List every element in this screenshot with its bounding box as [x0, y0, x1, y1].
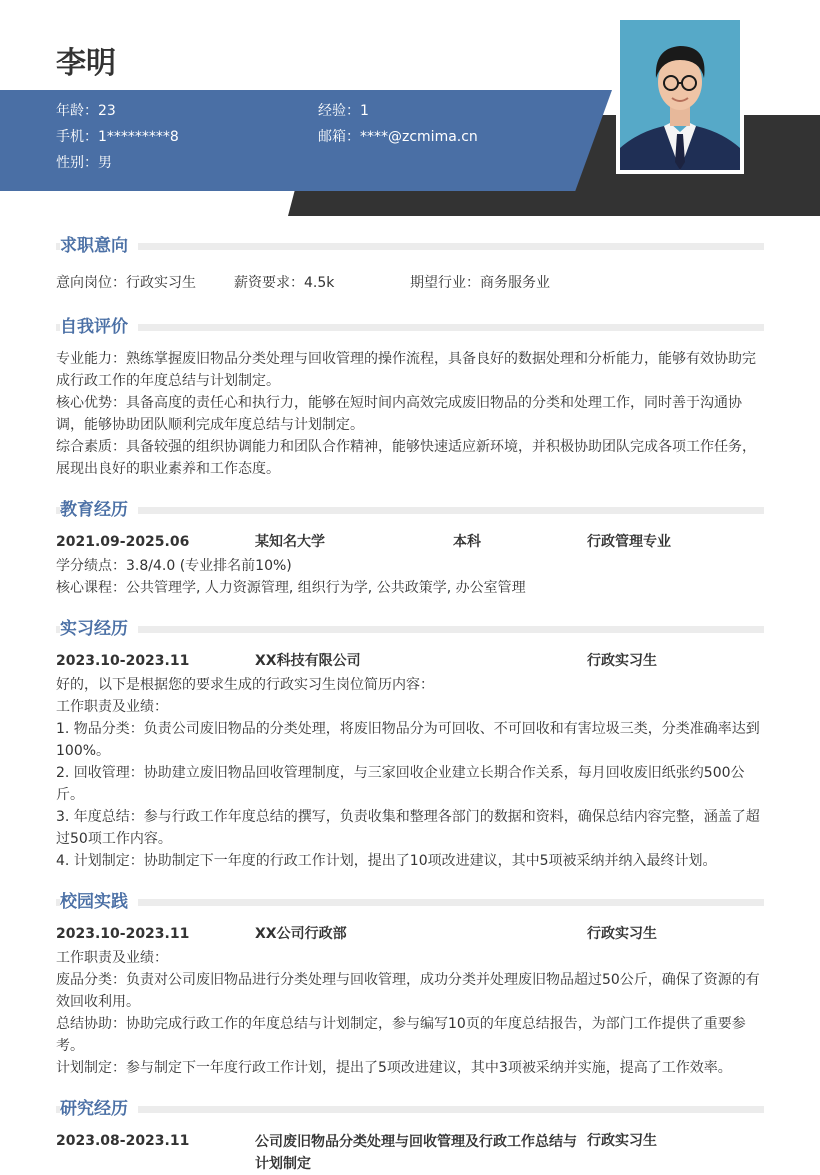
intern-line: 好的，以下是根据您的要求生成的行政实习生岗位简历内容： [56, 677, 434, 693]
intern-line: 2. 回收管理：协助建立废旧物品回收管理制度，与三家回收企业建立长期合作关系，每月回收废旧纸张约500公斤。 [56, 765, 745, 803]
campus-details [56, 947, 766, 1079]
intern-line: 3. 年度总结：参与行政工作年度总结的撰写，负责收集和整理各部门的数据和资料，确保总结内容完整，涵盖了超过50项工作内容。 [56, 809, 760, 847]
profile-photo [620, 20, 740, 170]
section-divider [56, 507, 764, 514]
intern-line: 工作职责及业绩： [56, 699, 168, 715]
edu-degree: 本科 [453, 534, 481, 550]
section-title: 自我评价 [60, 315, 138, 339]
research-period: 2023.08-2023.11 [56, 1133, 190, 1149]
section-title: 校园实践 [60, 890, 138, 914]
campus-line: 总结协助：协助完成行政工作的年度总结与计划制定，参与编写10页的年度总结报告，为部门工作提供了重要参考。 [56, 1016, 746, 1054]
research-project: 公司废旧物品分类处理与回收管理及行政工作总结与计划制定 [255, 1134, 577, 1172]
campus-line: 计划制定：参与制定下一年度行政工作计划，提出了5项改进建议，其中3项被采纳并实施，提高了工作效率。 [56, 1060, 732, 1076]
campus-period: 2023.10-2023.11 [56, 926, 190, 942]
research-role: 行政实习生 [587, 1133, 657, 1149]
gender-field: 性别：男 [56, 155, 112, 171]
self-evaluation-text [56, 348, 766, 480]
section-title: 实习经历 [60, 617, 138, 641]
campus-role: 行政实习生 [587, 926, 657, 942]
edu-courses: 核心课程：公共管理学, 人力资源管理, 组织行为学, 公共政策学, 办公室管理 [56, 580, 526, 596]
intent-industry: 期望行业：商务服务业 [410, 275, 550, 291]
intent-salary: 薪资要求：4.5k [234, 275, 335, 291]
section-divider [56, 626, 764, 633]
edu-period: 2021.09-2025.06 [56, 534, 190, 550]
section-divider [56, 243, 764, 250]
intern-line: 1. 物品分类：负责公司废旧物品的分类处理，将废旧物品分为可回收、不可回收和有害垃圾三类，分类准确率达到100%。 [56, 721, 760, 759]
section-divider [56, 324, 764, 331]
intent-position: 意向岗位：行政实习生 [56, 275, 196, 291]
section-title: 求职意向 [60, 234, 138, 258]
edu-gpa: 学分绩点：3.8/4.0 (专业排名前10%) [56, 558, 292, 574]
email-field: 邮箱：****@zcmima.cn [318, 129, 478, 145]
intern-role: 行政实习生 [587, 653, 657, 669]
age-field: 年龄：23 [56, 103, 116, 119]
section-title: 研究经历 [60, 1097, 138, 1121]
section-title: 教育经历 [60, 498, 138, 522]
campus-org: XX公司行政部 [255, 926, 347, 942]
self-eval-line: 核心优势：具备高度的责任心和执行力，能够在短时间内高效完成废旧物品的分类和处理工作，同时善于沟通协调，能够协助团队顺利完成年度总结与计划制定。 [56, 395, 742, 433]
phone-field: 手机：1*********8 [56, 129, 179, 145]
self-eval-line: 专业能力：熟练掌握废旧物品分类处理与回收管理的操作流程，具备良好的数据处理和分析能力，能够有效协助完成行政工作的年度总结与计划制定。 [56, 351, 756, 389]
campus-line: 废品分类：负责对公司废旧物品进行分类处理与回收管理，成功分类并处理废旧物品超过50公斤，确保了资源的有效回收利用。 [56, 972, 760, 1010]
campus-line: 工作职责及业绩： [56, 950, 168, 966]
section-divider [56, 899, 764, 906]
intern-period: 2023.10-2023.11 [56, 653, 190, 669]
intern-company: XX科技有限公司 [255, 653, 361, 669]
avatar-portrait-icon [620, 20, 740, 170]
intern-line: 4. 计划制定：协助制定下一年度的行政工作计划，提出了10项改进建议，其中5项被采纳并纳入最终计划。 [56, 853, 717, 869]
candidate-name: 李明 [56, 46, 116, 81]
edu-major: 行政管理专业 [587, 534, 671, 550]
experience-field: 经验：1 [318, 103, 369, 119]
self-eval-line: 综合素质：具备较强的组织协调能力和团队合作精神，能够快速适应新环境，并积极协助团队完成各项工作任务，展现出良好的职业素养和工作态度。 [56, 439, 756, 477]
profile-photo-frame [616, 16, 744, 174]
internship-details [56, 674, 766, 872]
section-divider [56, 1106, 764, 1113]
edu-school: 某知名大学 [255, 534, 325, 550]
